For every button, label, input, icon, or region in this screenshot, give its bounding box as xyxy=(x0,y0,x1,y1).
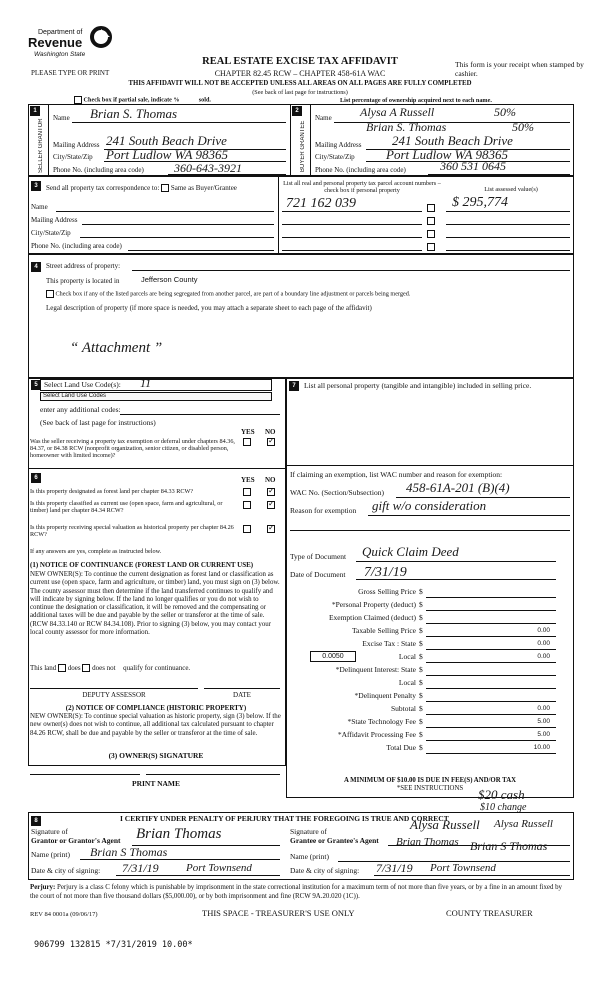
receipt-stamp: 906799 132815 *7/31/2019 10.00* xyxy=(34,940,193,950)
dollar-sign: $ xyxy=(419,665,423,674)
doc-date-label: Date of Document xyxy=(290,570,346,579)
form-title: REAL ESTATE EXCISE TAX AFFIDAVIT xyxy=(202,56,398,67)
money-row-interest-local xyxy=(286,677,566,690)
local-rate-box[interactable]: 0.0050 xyxy=(310,651,356,662)
money-row-interest-state xyxy=(286,664,566,677)
see-instructions: *SEE INSTRUCTIONS xyxy=(396,785,464,792)
county-treasurer: COUNTY TREASURER xyxy=(446,908,533,918)
buyer-pct-2[interactable]: 50% xyxy=(512,120,534,134)
seller-city[interactable]: Port Ludlow WA 98365 xyxy=(106,147,229,162)
same-as-buyer-label: Same as Buyer/Grantee xyxy=(170,184,237,192)
money-amount[interactable]: 0.00 xyxy=(537,705,550,712)
parcel-header: List all real and personal property tax parcel account numbers – check box if personal property xyxy=(283,180,441,195)
wac-value[interactable]: 458-61A-201 (B)(4) xyxy=(406,480,510,495)
grantor-signature[interactable]: Brian Thomas xyxy=(136,826,222,842)
money-row-processing-fee xyxy=(286,729,566,742)
reason-label: Reason for exemption xyxy=(290,506,357,515)
s3-phone-label: Phone No. (including area code) xyxy=(31,242,122,250)
qualify-label: qualify for continuance. xyxy=(123,664,191,672)
grantee-sig-label-1: Signature of xyxy=(290,827,327,836)
segregated-row xyxy=(46,290,410,298)
buyer-name-1[interactable]: Alysa A Russell xyxy=(360,105,435,119)
parcel-checkbox-1[interactable] xyxy=(427,204,435,212)
money-label: Gross Selling Price xyxy=(358,587,416,596)
s6-q2-no[interactable] xyxy=(267,501,275,509)
please-type: PLEASE TYPE OR PRINT xyxy=(31,69,110,77)
s6-q2: Is this property classified as current use (open space, farm and agricultural, or timber) land per chapter 84.34 RCW? xyxy=(30,500,223,515)
additional-codes-label: enter any additional codes: xyxy=(40,405,121,414)
s6-yes-header: YES xyxy=(241,476,255,484)
segregated-checkbox[interactable] xyxy=(46,290,54,298)
money-row-excise-state xyxy=(286,638,566,651)
money-row-tech-fee xyxy=(286,716,566,729)
dept-line2: Revenue xyxy=(28,35,83,50)
s5-see-back: (See back of last page for instructions) xyxy=(40,418,156,427)
grantee-sig-label-2: Grantee or Grantee's Agent xyxy=(290,836,379,845)
dollar-sign: $ xyxy=(419,678,423,687)
money-label: Exemption Claimed (deduct) xyxy=(328,613,416,622)
money-label: *State Technology Fee xyxy=(347,717,416,726)
money-label: Taxable Selling Price xyxy=(351,626,416,635)
sold-label: sold. xyxy=(198,96,211,104)
s6-q1-yes[interactable] xyxy=(243,488,251,496)
owner-signature-label: (3) OWNER(S) SIGNATURE xyxy=(108,751,204,760)
dollar-sign: $ xyxy=(419,730,423,739)
dept-line1: Department of xyxy=(38,29,83,36)
assessor-date-label: DATE xyxy=(233,691,251,699)
partial-sale-checkbox[interactable] xyxy=(74,96,82,104)
buyer-phone[interactable]: 360 531 0645 xyxy=(440,159,506,173)
this-land-row xyxy=(30,664,190,672)
buyer-mail-label: Mailing Address xyxy=(315,141,362,149)
does-not-checkbox[interactable] xyxy=(82,664,90,672)
section-3-badge: 3 xyxy=(31,181,41,191)
grantor-date[interactable]: 7/31/19 xyxy=(122,861,159,875)
dollar-sign: $ xyxy=(419,626,423,635)
money-table xyxy=(286,586,574,758)
dollar-sign: $ xyxy=(419,639,423,648)
assessed-value[interactable]: $ 295,774 xyxy=(452,195,508,210)
money-row-taxable xyxy=(286,625,566,638)
buyer-city-label: City/State/Zip xyxy=(315,153,355,161)
seller-phone-label: Phone No. (including area code) xyxy=(53,166,144,174)
reason-value[interactable]: gift w/o consideration xyxy=(372,498,487,513)
notice1-text: NEW OWNER(S): To continue the current designation as forest land or classification as current use (open space, farm and agriculture, or timber) land, you must sign on (3) below. The county assessor must then determine if the land transferred continues to qualify and will indicate by signing below. If the land no longer qualifies or you do not wish to continue the designation or classification, it will be removed and the compensating or additional taxes will be due and payable by the seller or transferor at the time of sale. (RCW 84.33.140 or RCW 84.34.108). Prior to signing (3) below, you may contact your local county assessor for more information. xyxy=(30,571,280,636)
dollar-sign: $ xyxy=(419,704,423,713)
s6-q1-no[interactable] xyxy=(267,488,275,496)
parcel-number[interactable]: 721 162 039 xyxy=(286,196,356,211)
assessed-header: List assessed value(s) xyxy=(484,186,538,193)
land-use-dropdown-text: Select Land Use Codes xyxy=(43,393,107,399)
partial-sale-label: Check box if partial sale, indicate % xyxy=(83,96,180,104)
money-label: *Delinquent Penalty xyxy=(354,691,416,700)
wac-label: WAC No. (Section/Subsection) xyxy=(290,488,384,497)
buyer-phone-label: Phone No. (including area code) xyxy=(315,166,406,174)
send-label: Send all property tax correspondence to: xyxy=(46,184,160,192)
cash-note[interactable]: $20 cash xyxy=(478,787,525,802)
money-label: *Delinquent Interest: State xyxy=(335,665,416,674)
section-2-badge: 2 xyxy=(292,106,302,116)
money-amount[interactable]: 5.00 xyxy=(537,718,550,725)
grantee-name-label: Name (print) xyxy=(290,852,329,861)
grantor-sig-label-1: Signature of xyxy=(31,827,68,836)
seller-side-label: SELLER GRANTOR xyxy=(38,118,44,174)
parcel-checkbox-4[interactable] xyxy=(427,243,435,251)
seller-name-label: Name xyxy=(53,114,70,122)
certify-statement: I CERTIFY UNDER PENALTY OF PERJURY THAT THE FOREGOING IS TRUE AND CORRECT xyxy=(120,814,449,823)
s5-no-checkbox[interactable] xyxy=(267,438,275,446)
seller-mail[interactable]: 241 South Beach Drive xyxy=(106,133,227,148)
parcel-checkbox-3[interactable] xyxy=(427,230,435,238)
money-amount[interactable]: 0.00 xyxy=(537,627,550,634)
section-7-badge: 7 xyxy=(289,381,299,391)
money-amount[interactable]: 0.00 xyxy=(537,640,550,647)
s5-no-header: NO xyxy=(265,428,276,436)
grantee-signature[interactable]: Alysa Russell xyxy=(410,817,480,832)
land-use-value[interactable]: 11 xyxy=(140,376,152,390)
dollar-sign: $ xyxy=(419,691,423,700)
county-value[interactable]: Jefferson County xyxy=(141,275,198,284)
seller-mail-label: Mailing Address xyxy=(53,141,100,149)
money-row-gross xyxy=(286,586,566,599)
header-instructions: (See back of last page for instructions) xyxy=(252,89,348,96)
minimum-note: A MINIMUM OF $10.00 IS DUE IN FEE(S) AND/OR TAX xyxy=(343,777,517,784)
print-name-label: PRINT NAME xyxy=(132,779,180,788)
s6-q2-yes[interactable] xyxy=(243,501,251,509)
personal-property-label: List all personal property (tangible and intangible) included in selling price. xyxy=(304,381,532,390)
s3-mail-label: Mailing Address xyxy=(31,216,78,224)
grantor-name-label: Name (print) xyxy=(31,850,70,859)
buyer-name-2[interactable]: Brian S. Thomas xyxy=(366,120,447,134)
dollar-sign: $ xyxy=(419,587,423,596)
partial-sale-row xyxy=(74,96,211,104)
doc-type-value[interactable]: Quick Claim Deed xyxy=(362,544,459,559)
money-row-penalty xyxy=(286,690,566,703)
dollar-sign: $ xyxy=(419,743,423,752)
grantee-name[interactable]: Brian S Thomas xyxy=(470,839,548,853)
this-land-label: This land xyxy=(30,664,57,672)
ownership-note: List percentage of ownership acquired next to each name. xyxy=(340,97,492,104)
seller-phone[interactable]: 360-643-3921 xyxy=(174,161,242,175)
notice2-text: NEW OWNER(S): To continue special valuation as historic property, sign (3) below. If the new owner(s) does not wish to continue, all additional tax calculated pursuant to chapter 84.26 RCW, shall be due and payable by the seller or transferor at the time of sale. xyxy=(30,713,281,737)
section-8-badge: 8 xyxy=(31,816,41,826)
section-4-badge: 4 xyxy=(31,262,41,272)
buyer-side-label: BUYER GRANTEE xyxy=(300,120,306,172)
money-label: Local xyxy=(398,678,416,687)
perjury-text xyxy=(30,884,572,901)
grantee-date-label: Date & city of signing: xyxy=(290,866,360,875)
rev-number: REV 84 0001a (09/06/17) xyxy=(30,911,98,918)
does-not-label: does not xyxy=(92,664,116,672)
form-warning: THIS AFFIDAVIT WILL NOT BE ACCEPTED UNLESS ALL AREAS ON ALL PAGES ARE FULLY COMPLETED xyxy=(128,80,472,87)
grantor-sig-label-2: Grantor or Grantor's Agent xyxy=(31,836,121,845)
s5-yes-checkbox[interactable] xyxy=(243,438,251,446)
seller-name[interactable]: Brian S. Thomas xyxy=(90,106,178,121)
buyer-city[interactable]: Port Ludlow WA 98365 xyxy=(386,147,509,162)
money-label: Total Due xyxy=(386,743,416,752)
money-row-exemption xyxy=(286,612,566,625)
dollar-sign: $ xyxy=(419,652,423,661)
same-as-buyer-checkbox[interactable] xyxy=(161,184,169,192)
money-label: Subtotal xyxy=(390,704,416,713)
money-row-excise-local xyxy=(286,651,566,664)
s5-yes-header: YES xyxy=(241,428,255,436)
treasurer-space: THIS SPACE - TREASURER'S USE ONLY xyxy=(202,908,355,918)
send-correspondence xyxy=(46,184,237,192)
revenue-logo xyxy=(28,26,118,66)
s6-q3-no[interactable] xyxy=(267,525,275,533)
s6-q1: Is this property designated as forest land per chapter 84.33 RCW? xyxy=(30,488,194,495)
legal-label: Legal description of property (if more space is needed, you may attach a separate sheet to each page of the affidavit) xyxy=(46,304,372,312)
money-row-personal xyxy=(286,599,566,612)
change-note[interactable]: $10 change xyxy=(480,802,527,813)
grantor-city[interactable]: Port Townsend xyxy=(186,862,252,874)
money-label: *Personal Property (deduct) xyxy=(331,600,416,609)
located-label: This property is located in xyxy=(46,277,120,285)
land-use-dropdown[interactable] xyxy=(40,392,272,401)
notice1-title: (1) NOTICE OF CONTINUANCE (FOREST LAND OR CURRENT USE) xyxy=(30,561,254,569)
legal-value[interactable]: “ Attachment ” xyxy=(70,340,163,356)
money-row-total xyxy=(286,742,566,755)
seller-city-label: City/State/Zip xyxy=(53,153,93,161)
dept-line3: Washington State xyxy=(34,51,86,58)
money-row-subtotal xyxy=(286,703,566,716)
segregated-label: Check box if any of the listed parcels are being segregated from another parcel, are part of a boundary line adjustment or parcels being merged. xyxy=(55,290,411,298)
money-amount[interactable]: 10.00 xyxy=(533,744,550,751)
doc-type-label: Type of Document xyxy=(290,552,347,561)
section-6-badge: 6 xyxy=(31,473,41,483)
land-use-label: Select Land Use Code(s): xyxy=(44,380,121,389)
does-label: does xyxy=(67,664,81,672)
s5-exemption-question: Was the seller receiving a property tax exemption or deferral under chapters 84.36, 84.37, or 84.38 RCW (nonprofit organization, senior citizen, or disabled person, homeowner with limited income)? xyxy=(30,438,235,460)
s3-city-label: City/State/Zip xyxy=(31,229,71,237)
money-label: *Affidavit Processing Fee xyxy=(337,730,416,739)
section-1-badge: 1 xyxy=(30,106,40,116)
doc-date-value[interactable]: 7/31/19 xyxy=(364,565,407,580)
s6-q3-yes[interactable] xyxy=(243,525,251,533)
dollar-sign: $ xyxy=(419,600,423,609)
buyer-mail[interactable]: 241 South Beach Drive xyxy=(392,133,513,148)
dollar-sign: $ xyxy=(419,717,423,726)
s3-name-label: Name xyxy=(31,203,48,211)
perjury-body: Perjury is a class C felony which is punishable by imprisonment in the state correctional institution for a maximum term of not more than five years, or by a fine in an amount fixed by the court of not more than five thousand dollars ($5,000.00), or by both imprisonment and fine (RCW 9A.20.020 (1C)). xyxy=(30,884,563,900)
section-5-badge: 5 xyxy=(31,380,41,390)
grantee-signature-3[interactable]: Brian Thomas xyxy=(396,836,459,848)
street-label: Street address of property: xyxy=(46,262,121,270)
buyer-pct-1[interactable]: 50% xyxy=(494,105,516,119)
logo-swirl-icon xyxy=(90,26,112,48)
money-label: Excise Tax : State xyxy=(362,639,416,648)
grantee-city[interactable]: Port Townsend xyxy=(430,862,496,874)
buyer-name-label: Name xyxy=(315,114,332,122)
money-label: Local xyxy=(398,652,416,661)
grantor-name[interactable]: Brian S Thomas xyxy=(90,845,168,859)
s6-no-header: NO xyxy=(265,476,276,484)
dollar-sign: $ xyxy=(419,613,423,622)
form-subtitle: CHAPTER 82.45 RCW – CHAPTER 458-61A WAC xyxy=(214,69,386,78)
money-amount[interactable]: 5.00 xyxy=(537,731,550,738)
grantee-date[interactable]: 7/31/19 xyxy=(376,861,413,875)
wac-claim-label: If claiming an exemption, list WAC number and reason for exemption: xyxy=(290,470,503,479)
perjury-bold: Perjury: xyxy=(30,884,56,891)
grantor-date-label: Date & city of signing: xyxy=(31,866,101,875)
grantee-signature-2[interactable]: Alysa Russell xyxy=(494,818,553,830)
does-checkbox[interactable] xyxy=(58,664,66,672)
section-4-box xyxy=(28,254,574,378)
receipt-note: This form is your receipt when stamped by cashier. xyxy=(455,60,584,78)
s6-q3: Is this property receiving special valuation as historical property per chapter 84.26 RCW? xyxy=(30,524,234,539)
notice2-title: (2) NOTICE OF COMPLIANCE (HISTORIC PROPERTY) xyxy=(65,704,247,712)
money-amount[interactable]: 0.00 xyxy=(537,653,550,660)
s6-if-yes: If any answers are yes, complete as instructed below. xyxy=(30,548,162,555)
deputy-assessor-label: DEPUTY ASSESSOR xyxy=(82,691,146,699)
parcel-checkbox-2[interactable] xyxy=(427,217,435,225)
